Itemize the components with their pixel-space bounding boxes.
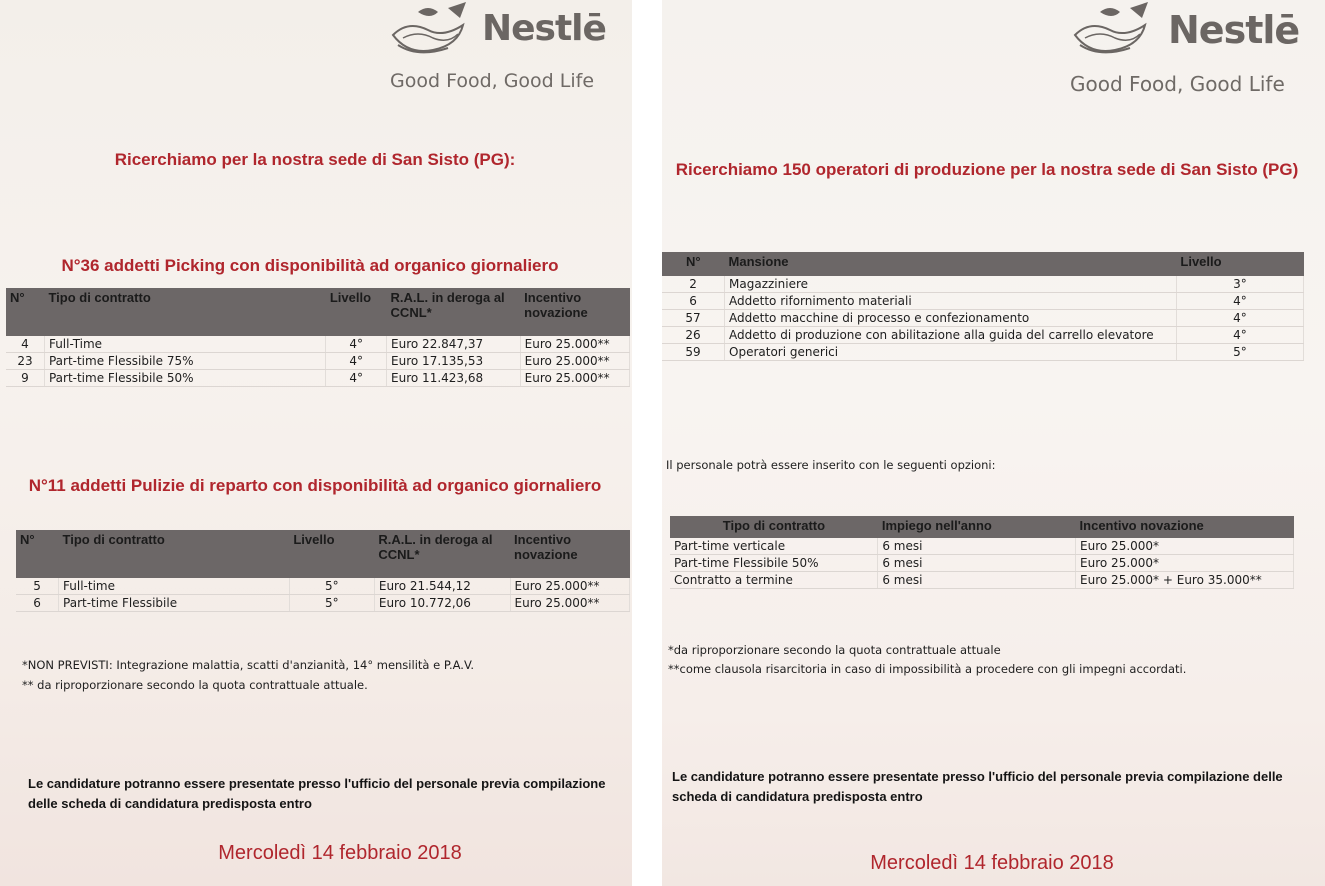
cell-employment: 6 mesi xyxy=(878,572,1076,589)
nest-birds-icon xyxy=(388,0,478,60)
cleaning-table xyxy=(16,530,630,612)
cell-number: 59 xyxy=(662,344,725,361)
brand-wordmark: Nestlē xyxy=(1168,8,1300,52)
cell-ral: Euro 17.135,53 xyxy=(387,353,521,370)
cell-contract: Contratto a termine xyxy=(670,572,878,589)
col-header-contract: Tipo di contratto xyxy=(670,516,878,538)
cell-incentive: Euro 25.000** xyxy=(520,370,629,387)
deadline-date: Mercoledì 14 febbraio 2018 xyxy=(870,852,1114,874)
col-header-contract: Tipo di contratto xyxy=(44,288,325,336)
photo-gap xyxy=(632,0,662,886)
table-row xyxy=(670,555,1294,572)
deadline-date: Mercoledì 14 febbraio 2018 xyxy=(218,842,462,864)
options-intro: Il personale potrà essere inserito con le seguenti opzioni: xyxy=(666,458,996,472)
nest-birds-icon xyxy=(1068,0,1162,60)
section-heading-cleaning: N°11 addetti Pulizie di reparto con disponibilità ad organico giornaliero xyxy=(28,476,602,495)
cell-level: 4° xyxy=(1176,293,1303,310)
job-poster-left xyxy=(0,0,632,886)
col-header-level: Livello xyxy=(1176,252,1303,276)
cell-incentive: Euro 25.000** xyxy=(520,353,629,370)
section-heading-picking: N°36 addetti Picking con disponibilità ad organico giornaliero xyxy=(61,256,559,275)
footnote-proportion: ** da riproporzionare secondo la quota contrattuale attuale. xyxy=(22,678,368,692)
cell-level: 4° xyxy=(326,353,387,370)
cell-number: 9 xyxy=(6,370,44,387)
cell-number: 6 xyxy=(662,293,725,310)
brand-tagline: Good Food, Good Life xyxy=(390,70,595,92)
col-header-employment: Impiego nell'anno xyxy=(878,516,1076,538)
table-row xyxy=(16,578,630,595)
col-header-number: N° xyxy=(16,530,59,578)
cell-role: Magazziniere xyxy=(725,276,1177,293)
col-header-incentive: Incentivo novazione xyxy=(520,288,629,336)
cell-ral: Euro 21.544,12 xyxy=(374,578,510,595)
table-row xyxy=(670,538,1294,555)
cell-level: 5° xyxy=(289,578,374,595)
footnote-compensation: **come clausola risarcitoria in caso di impossibilità a procedere con gli impegni accordati. xyxy=(668,662,1187,676)
cell-number: 5 xyxy=(16,578,59,595)
table-row xyxy=(6,353,630,370)
cell-number: 2 xyxy=(662,276,725,293)
cell-incentive: Euro 25.000* + Euro 35.000** xyxy=(1076,572,1294,589)
cell-ral: Euro 22.847,37 xyxy=(387,336,521,353)
cell-number: 57 xyxy=(662,310,725,327)
footnote-not-included: *NON PREVISTI: Integrazione malattia, scatti d'anzianità, 14° mensilità e P.A.V. xyxy=(22,658,474,672)
col-header-contract: Tipo di contratto xyxy=(59,530,290,578)
cell-level: 5° xyxy=(1176,344,1303,361)
table-row xyxy=(6,370,630,387)
col-header-incentive: Incentivo novazione xyxy=(510,530,629,578)
table-row xyxy=(662,293,1304,310)
cell-contract: Part-time verticale xyxy=(670,538,878,555)
application-instructions: Le candidature potranno essere presentate presso l'ufficio del personale previa compilazione delle scheda di candidatura predisposta entro xyxy=(28,776,606,811)
col-header-ral: R.A.L. in deroga al CCNL* xyxy=(387,288,521,336)
cell-level: 4° xyxy=(326,370,387,387)
cell-ral: Euro 10.772,06 xyxy=(374,595,510,612)
brand-tagline: Good Food, Good Life xyxy=(1070,72,1285,96)
cell-level: 5° xyxy=(289,595,374,612)
cell-level: 3° xyxy=(1176,276,1303,293)
table-row xyxy=(662,344,1304,361)
cell-contract: Part-time Flessibile xyxy=(59,595,290,612)
table-row xyxy=(662,310,1304,327)
roles-table xyxy=(662,252,1304,361)
cell-contract: Part-time Flessibile 75% xyxy=(44,353,325,370)
col-header-number: N° xyxy=(662,252,725,276)
col-header-incentive: Incentivo novazione xyxy=(1076,516,1294,538)
cell-contract: Part-time Flessibile 50% xyxy=(44,370,325,387)
contracts-table xyxy=(670,516,1294,589)
cell-incentive: Euro 25.000* xyxy=(1076,555,1294,572)
cell-number: 4 xyxy=(6,336,44,353)
cell-ral: Euro 11.423,68 xyxy=(387,370,521,387)
col-header-level: Livello xyxy=(289,530,374,578)
cell-role: Operatori generici xyxy=(725,344,1177,361)
brand-wordmark: Nestlē xyxy=(482,8,606,49)
cell-contract: Full-time xyxy=(59,578,290,595)
col-header-ral: R.A.L. in deroga al CCNL* xyxy=(374,530,510,578)
table-row xyxy=(16,595,630,612)
table-row xyxy=(662,276,1304,293)
cell-role: Addetto macchine di processo e confezionamento xyxy=(725,310,1177,327)
table-row xyxy=(670,572,1294,589)
page-title: Ricerchiamo per la nostra sede di San Sisto (PG): xyxy=(114,150,516,169)
picking-table xyxy=(6,288,630,387)
cell-level: 4° xyxy=(326,336,387,353)
table-row xyxy=(662,327,1304,344)
cell-incentive: Euro 25.000** xyxy=(520,336,629,353)
col-header-level: Livello xyxy=(326,288,387,336)
cell-incentive: Euro 25.000** xyxy=(510,595,629,612)
cell-level: 4° xyxy=(1176,327,1303,344)
cell-employment: 6 mesi xyxy=(878,555,1076,572)
job-poster-right xyxy=(662,0,1325,886)
col-header-number: N° xyxy=(6,288,44,336)
cell-role: Addetto di produzione con abilitazione alla guida del carrello elevatore xyxy=(725,327,1177,344)
cell-contract: Part-time Flessibile 50% xyxy=(670,555,878,572)
col-header-role: Mansione xyxy=(725,252,1177,276)
application-instructions: Le candidature potranno essere presentate presso l'ufficio del personale previa compilazione delle scheda di candidatura predisposta entro xyxy=(672,769,1283,804)
nestle-logo xyxy=(1068,0,1308,100)
cell-incentive: Euro 25.000** xyxy=(510,578,629,595)
cell-number: 6 xyxy=(16,595,59,612)
cell-level: 4° xyxy=(1176,310,1303,327)
cell-role: Addetto rifornimento materiali xyxy=(725,293,1177,310)
footnote-proportion: *da riproporzionare secondo la quota contrattuale attuale xyxy=(668,643,1001,657)
table-row xyxy=(6,336,630,353)
cell-number: 23 xyxy=(6,353,44,370)
cell-number: 26 xyxy=(662,327,725,344)
nestle-logo xyxy=(388,0,618,100)
cell-employment: 6 mesi xyxy=(878,538,1076,555)
cell-contract: Full-Time xyxy=(44,336,325,353)
cell-incentive: Euro 25.000* xyxy=(1076,538,1294,555)
page-title: Ricerchiamo 150 operatori di produzione per la nostra sede di San Sisto (PG) xyxy=(675,160,1299,179)
